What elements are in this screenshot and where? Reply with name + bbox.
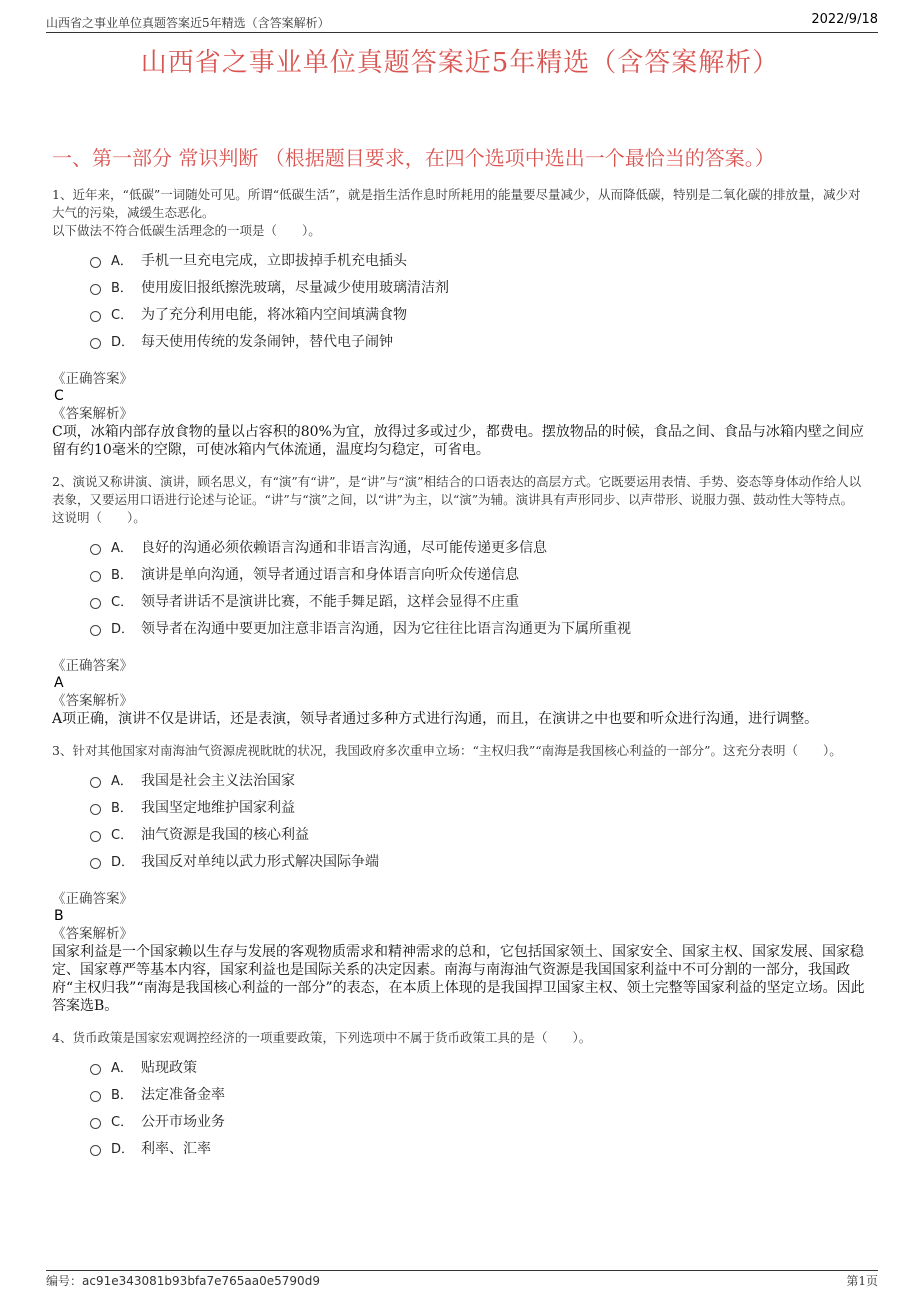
page-footer bbox=[46, 1270, 878, 1288]
question-2 bbox=[52, 473, 870, 728]
option-list bbox=[90, 766, 870, 874]
option-c[interactable]: C． 领导者讲话不是演讲比赛，不能手舞足蹈，这样会显得不庄重 bbox=[90, 587, 870, 614]
radio-icon[interactable] bbox=[90, 284, 101, 295]
header-date: 2022/9/18 bbox=[811, 12, 878, 27]
answer-block bbox=[52, 370, 870, 459]
explanation-label: 《答案解析》 bbox=[52, 926, 133, 942]
question-stem: 以下做法不符合低碳生活理念的一项是（ ）。 bbox=[52, 223, 321, 238]
option-d[interactable]: D． 利率、汇率 bbox=[90, 1134, 870, 1161]
radio-icon[interactable] bbox=[90, 311, 101, 322]
page-title: 山西省之事业单位真题答案近5年精选（含答案解析） bbox=[140, 48, 780, 78]
answer-label: 《正确答案》 bbox=[52, 371, 133, 387]
footer-code-value: ac91e343081b93bfa7e765aa0e5790d9 bbox=[82, 1274, 320, 1288]
option-b[interactable]: B． 我国坚定地维护国家利益 bbox=[90, 793, 870, 820]
explanation-label: 《答案解析》 bbox=[52, 406, 133, 422]
page-number: 第1页 bbox=[846, 1274, 878, 1288]
explanation-label: 《答案解析》 bbox=[52, 693, 133, 709]
option-c[interactable]: C． 公开市场业务 bbox=[90, 1107, 870, 1134]
answer-value: B bbox=[54, 908, 64, 924]
option-c[interactable]: C． 为了充分利用电能，将冰箱内空间填满食物 bbox=[90, 300, 870, 327]
radio-icon[interactable] bbox=[90, 831, 101, 842]
page-header bbox=[46, 12, 878, 33]
option-a[interactable]: A． 良好的沟通必须依赖语言沟通和非语言沟通，尽可能传递更多信息 bbox=[90, 533, 870, 560]
question-text: 3、针对其他国家对南海油气资源虎视眈眈的状况，我国政府多次重申立场：“主权归我”“南海是我国核心利益的一部分”。这充分表明（ ）。 bbox=[52, 743, 842, 758]
explanation-text: C项，冰箱内部存放食物的量以占容积的80%为宜，放得过多或过少，都费电。摆放物品的时候，食品之间、食品与冰箱内壁之间应留有约10毫米的空隙，可使冰箱内气体流通，温度均匀稳定，可省电。 bbox=[52, 424, 864, 458]
footer-code-label: 编号： bbox=[46, 1274, 83, 1288]
radio-icon[interactable] bbox=[90, 571, 101, 582]
header-doc-title: 山西省之事业单位真题答案近5年精选（含答案解析） bbox=[46, 16, 330, 30]
radio-icon[interactable] bbox=[90, 544, 101, 555]
question-list bbox=[52, 186, 870, 1175]
option-b[interactable]: B． 法定准备金率 bbox=[90, 1080, 870, 1107]
option-d[interactable]: D． 我国反对单纯以武力形式解决国际争端 bbox=[90, 847, 870, 874]
option-list bbox=[90, 1053, 870, 1161]
radio-icon[interactable] bbox=[90, 598, 101, 609]
radio-icon[interactable] bbox=[90, 338, 101, 349]
radio-icon[interactable] bbox=[90, 257, 101, 268]
answer-value: C bbox=[54, 388, 64, 404]
question-stem: 这说明（ ）。 bbox=[52, 510, 146, 525]
option-list bbox=[90, 246, 870, 354]
option-list bbox=[90, 533, 870, 641]
question-1 bbox=[52, 186, 870, 459]
answer-block bbox=[52, 657, 870, 728]
section-heading: 一、第一部分 常识判断 （根据题目要求，在四个选项中选出一个最恰当的答案。） bbox=[52, 146, 775, 170]
radio-icon[interactable] bbox=[90, 1091, 101, 1102]
answer-block bbox=[52, 890, 870, 1015]
footer-code bbox=[46, 1272, 320, 1289]
explanation-text: 国家利益是一个国家赖以生存与发展的客观物质需求和精神需求的总和，它包括国家领土、国家安全、国家主权、国家发展、国家稳定、国家尊严等基本内容，国家利益也是国际关系的决定因素。南海与南海油气资源是我国国家利益中不可分割的一部分，我国政府“主权归我”“南海是我国核心利益的一部分”的表态，在本质上体现的是我国捍卫国家主权、领土完整等国家利益的坚定立场。因此答案选B。 bbox=[52, 944, 865, 1014]
explanation-text: A项正确，演讲不仅是讲话，还是表演，领导者通过多种方式进行沟通，而且，在演讲之中也要和听众进行沟通，进行调整。 bbox=[52, 711, 819, 727]
option-c[interactable]: C． 油气资源是我国的核心利益 bbox=[90, 820, 870, 847]
question-text: 4、货币政策是国家宏观调控经济的一项重要政策，下列选项中不属于货币政策工具的是（ ）。 bbox=[52, 1030, 592, 1045]
question-text: 2、演说又称讲演、演讲，顾名思义，有“演”有“讲”，是“讲”与“演”相结合的口语表达的高层方式。它既要运用表情、手势、姿态等身体动作给人以表象，又要运用口语进行论述与论证。“讲”与“演”之间，以“讲”为主，以“演”为辅。演讲具有声形同步、以声带形、说服力强、鼓动性大等特点。 bbox=[52, 474, 862, 507]
option-b[interactable]: B． 演讲是单向沟通，领导者通过语言和身体语言向听众传递信息 bbox=[90, 560, 870, 587]
question-3 bbox=[52, 742, 870, 1015]
radio-icon[interactable] bbox=[90, 625, 101, 636]
radio-icon[interactable] bbox=[90, 1064, 101, 1075]
answer-label: 《正确答案》 bbox=[52, 658, 133, 674]
answer-value: A bbox=[54, 675, 64, 691]
answer-label: 《正确答案》 bbox=[52, 891, 133, 907]
radio-icon[interactable] bbox=[90, 777, 101, 788]
option-d[interactable]: D． 领导者在沟通中要更加注意非语言沟通，因为它往往比语言沟通更为下属所重视 bbox=[90, 614, 870, 641]
option-a[interactable]: A． 手机一旦充电完成，立即拔掉手机充电插头 bbox=[90, 246, 870, 273]
radio-icon[interactable] bbox=[90, 804, 101, 815]
radio-icon[interactable] bbox=[90, 1145, 101, 1156]
question-text: 1、近年来，“低碳”一词随处可见。所谓“低碳生活”，就是指生活作息时所耗用的能量要尽量减少，从而降低碳，特别是二氧化碳的排放量，减少对大气的污染，减缓生态恶化。 bbox=[52, 187, 861, 220]
option-a[interactable]: A． 我国是社会主义法治国家 bbox=[90, 766, 870, 793]
option-b[interactable]: B． 使用废旧报纸擦洗玻璃，尽量减少使用玻璃清洁剂 bbox=[90, 273, 870, 300]
option-a[interactable]: A． 贴现政策 bbox=[90, 1053, 870, 1080]
radio-icon[interactable] bbox=[90, 858, 101, 869]
radio-icon[interactable] bbox=[90, 1118, 101, 1129]
question-4 bbox=[52, 1029, 870, 1161]
option-d[interactable]: D． 每天使用传统的发条闹钟，替代电子闹钟 bbox=[90, 327, 870, 354]
